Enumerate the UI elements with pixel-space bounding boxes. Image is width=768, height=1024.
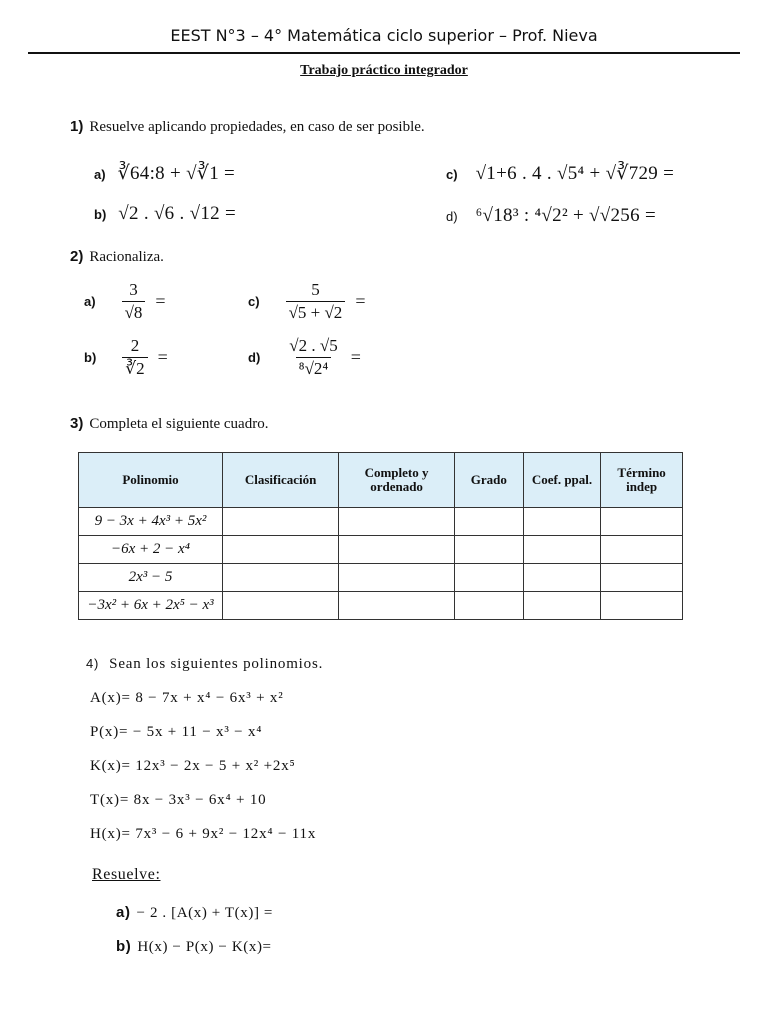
q2-item-b-numerator: 2: [130, 336, 140, 355]
empty-answer-cell[interactable]: [523, 592, 601, 620]
q2-item-a-fraction: [122, 280, 146, 323]
task-b: [116, 938, 272, 956]
polynomial-p: P(x)= − 5x + 11 − x³ − x⁴: [90, 724, 263, 740]
polynomial-cell: 2x³ − 5: [79, 564, 223, 592]
empty-answer-cell[interactable]: [601, 592, 683, 620]
q1-item-a: [94, 162, 235, 185]
empty-answer-cell[interactable]: [523, 564, 601, 592]
q2-item-a-numerator: 3: [129, 280, 138, 299]
q2-item-c-equals: =: [355, 291, 366, 311]
polynomial-cell: −3x² + 6x + 2x⁵ − x³: [79, 592, 223, 620]
question-2-number: 2): [70, 248, 84, 265]
q2-item-c-denominator: √5 + √2: [286, 301, 346, 323]
empty-answer-cell[interactable]: [601, 508, 683, 536]
task-b-label: b): [116, 938, 132, 955]
task-a-label: a): [116, 904, 131, 921]
empty-answer-cell[interactable]: [222, 536, 338, 564]
q1-item-d: [446, 205, 656, 227]
q2-item-a-equals: =: [155, 291, 166, 311]
polynomial-h: H(x)= 7x³ − 6 + 9x² − 12x⁴ − 11x: [90, 826, 317, 842]
empty-answer-cell[interactable]: [454, 592, 523, 620]
q1-item-b-label: b): [94, 207, 107, 222]
column-header: Grado: [454, 453, 523, 508]
empty-answer-cell[interactable]: [523, 508, 601, 536]
q2-item-b-denominator: ∛2: [122, 357, 147, 379]
q2-item-d-label: d): [248, 350, 261, 365]
q2-item-d-equals: =: [350, 347, 361, 367]
q1-item-b-expression: √2 . √6 . √12 =: [118, 203, 237, 224]
question-1: [70, 118, 425, 136]
question-1-number: 1): [70, 118, 84, 135]
polynomial-table: [78, 452, 683, 620]
q2-item-a: [84, 280, 166, 323]
q2-item-a-label: a): [84, 294, 96, 309]
q1-item-c-label: c): [446, 167, 458, 182]
column-header: Término indep: [601, 453, 683, 508]
question-2-text: Racionaliza.: [89, 249, 164, 265]
empty-answer-cell[interactable]: [454, 536, 523, 564]
empty-answer-cell[interactable]: [339, 592, 455, 620]
q2-item-d-numerator: √2 . √5: [289, 336, 338, 355]
empty-answer-cell[interactable]: [601, 536, 683, 564]
resuelve-heading: Resuelve:: [92, 866, 161, 883]
empty-answer-cell[interactable]: [454, 508, 523, 536]
question-3: [70, 415, 268, 433]
task-a: [116, 904, 273, 922]
polynomial-cell: 9 − 3x + 4x³ + 5x²: [79, 508, 223, 536]
q1-item-b: [94, 203, 236, 225]
q1-item-d-label: d): [446, 209, 458, 224]
polynomial-k: K(x)= 12x³ − 2x − 5 + x² +2x⁵: [90, 758, 296, 774]
q1-item-a-expression: ∛64:8 + √∛1 =: [117, 163, 236, 184]
q1-item-d-expression: ⁶√18³ : ⁴√2² + √√256 =: [475, 205, 656, 226]
q2-item-d-fraction: [286, 336, 340, 379]
table-row: [79, 508, 683, 536]
table-row: [79, 536, 683, 564]
empty-answer-cell[interactable]: [454, 564, 523, 592]
column-header: Completo y ordenado: [339, 453, 455, 508]
table-row: [79, 592, 683, 620]
q1-item-c: [446, 162, 674, 185]
page-header-title: EEST N°3 – 4° Matemática ciclo superior – Prof. Nieva: [170, 26, 598, 45]
empty-answer-cell[interactable]: [601, 564, 683, 592]
q1-item-c-expression: √1+6 . 4 . √5⁴ + √∛729 =: [475, 163, 675, 184]
page-subtitle: Trabajo práctico integrador: [300, 63, 468, 78]
empty-answer-cell[interactable]: [339, 536, 455, 564]
q2-item-d: [248, 336, 361, 379]
q2-item-c-numerator: 5: [311, 280, 320, 299]
polynomial-cell: −6x + 2 − x⁴: [79, 536, 223, 564]
question-3-text: Completa el siguiente cuadro.: [89, 416, 269, 432]
table-row: [79, 564, 683, 592]
column-header: Coef. ppal.: [523, 453, 601, 508]
task-a-expression: − 2 . [A(x) + T(x)] =: [136, 905, 273, 921]
empty-answer-cell[interactable]: [222, 592, 338, 620]
q2-item-c-label: c): [248, 294, 260, 309]
empty-answer-cell[interactable]: [222, 508, 338, 536]
question-4: [86, 656, 323, 673]
empty-answer-cell[interactable]: [222, 564, 338, 592]
question-3-number: 3): [70, 415, 84, 432]
table-header-row: [79, 453, 683, 508]
q2-item-b: [84, 336, 168, 379]
q2-item-d-denominator: ⁸√2⁴: [296, 357, 332, 379]
column-header: Polinomio: [79, 453, 223, 508]
polynomial-t: T(x)= 8x − 3x³ − 6x⁴ + 10: [90, 792, 267, 808]
polynomial-a: A(x)= 8 − 7x + x⁴ − 6x³ + x²: [90, 690, 284, 706]
question-2: [70, 248, 164, 266]
empty-answer-cell[interactable]: [339, 564, 455, 592]
q2-item-b-equals: =: [157, 347, 168, 367]
empty-answer-cell[interactable]: [523, 536, 601, 564]
task-b-expression: H(x) − P(x) − K(x)=: [137, 939, 272, 955]
q1-item-a-label: a): [94, 167, 106, 182]
q2-item-c: [248, 280, 365, 323]
question-4-text: Sean los siguientes polinomios.: [109, 656, 324, 672]
q2-item-b-fraction: [122, 336, 147, 379]
empty-answer-cell[interactable]: [339, 508, 455, 536]
header-divider: [28, 52, 740, 54]
q2-item-a-denominator: √8: [122, 301, 146, 323]
q2-item-c-fraction: [286, 280, 346, 323]
column-header: Clasificación: [222, 453, 338, 508]
question-4-number: 4): [86, 656, 100, 671]
question-1-text: Resuelve aplicando propiedades, en caso de ser posible.: [89, 119, 425, 135]
q2-item-b-label: b): [84, 350, 97, 365]
